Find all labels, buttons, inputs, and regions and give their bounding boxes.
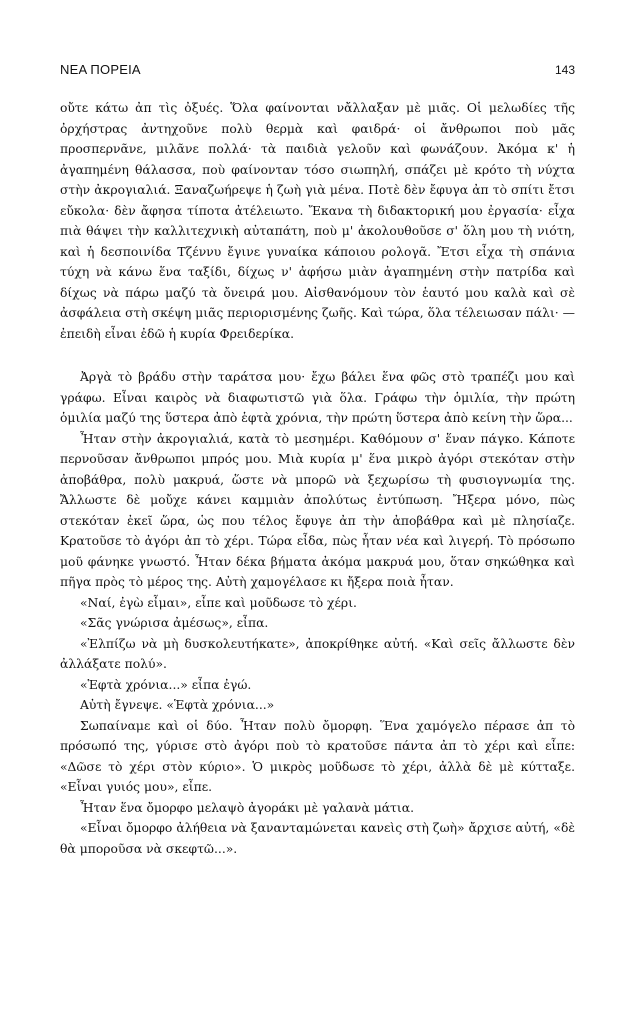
page-number: 143 <box>554 63 575 77</box>
paragraph: Αὐτὴ ἔγνεψε. «Ἑφτὰ χρόνια...» <box>80 698 275 712</box>
body-text <box>60 98 575 859</box>
section-break <box>60 344 575 367</box>
paragraph: Σωπαίναμε καὶ οἱ δύο. Ἦταν πολὺ ὄμορφη. Ἕνα χαμόγελο πέρασε ἀπ τὸ πρόσωπό της, γύρισε στὸ ἀγόρι ποὺ τὸ κρατοῦσε πάντα ἀπ τὸ χέρι καὶ εἶπε: «Δῶσε τὸ χέρι στὸν κύριο». Ὁ μικρὸς μοῦδωσε τὸ χέρι, ἀλλὰ δὲ μὲ κύτταξε. «Εἶναι γυιός μου», εἶπε. <box>60 718 575 794</box>
paragraph: «Ἐλπίζω νὰ μὴ δυσκολευτήκατε», ἀποκρίθηκε αὐτή. «Καὶ σεῖς ἄλλωστε δὲν ἀλλάξατε πολύ». <box>60 636 575 671</box>
paragraph: Ἀργὰ τὸ βράδυ στὴν ταράτσα μου· ἔχω βάλει ἕνα φῶς στὸ τραπέζι μου καὶ γράφω. Εἶναι καιρὸς νὰ διαφωτιστῶ γιὰ ὅλα. Γράφω τὴν ὁμιλία, τὴν πρώτη ὁμιλία μαζύ της ὕστερα ἀπὸ ἑφτὰ χρόνια, τὴν πρώτη ὕστερα ἀπὸ κείνη τὴν ὥρα... <box>60 370 575 425</box>
paragraph: «Ναί, ἐγὼ εἶμαι», εἶπε καὶ μοῦδωσε τὸ χέρι. <box>80 595 357 610</box>
book-page <box>60 62 575 859</box>
paragraph: Ἦταν στὴν ἀκρογιαλιά, κατὰ τὸ μεσημέρι. Καθόμουν σ' ἕναν πάγκο. Κάποτε περνοῦσαν ἄνθρωποι μπρός μου. Μιὰ κυρία μ' ἕνα μικρὸ ἀγόρι στεκόταν στὴν ἀποβάθρα, πολὺ μακρυά, ὥστε νὰ μπορῶ νὰ ξεχωρίσω τὴ φυσιογνωμία της. Ἄλλωστε δὲ μοὔχε κάνει καμμιὰν ἀπολύτως ἐντύπωση. Ἤξερα μόνο, πὼς στεκόταν ἐκεῖ ὥρα, ὡς που τέλος ἔφυγε ἀπ τὴν ἀποβάθρα καὶ μὲ πλησίαζε. Κρατοῦσε τὸ ἀγόρι ἀπ τὸ χέρι. Τώρα εἶδα, πὼς ἦταν νέα καὶ λιγερή. Τὸ πρόσωπο μοῦ φάνηκε γνωστό. Ἦταν δέκα βήματα ἀκόμα μακρυά μου, ὅταν σηκώθηκα καὶ πῆγα πρὸς τὸ μέρος της. Αὐτὴ χαμογέλασε κι ἤξερα ποιὰ ἦταν. <box>60 431 575 589</box>
running-head: ΝΕΑ ΠΟΡΕΙΑ <box>60 62 141 77</box>
paragraph: «Ἑφτὰ χρόνια...» εἶπα ἐγώ. <box>80 677 252 692</box>
paragraph: Ἦταν ἕνα ὄμορφο μελαψὸ ἀγοράκι μὲ γαλανὰ μάτια. <box>80 800 414 815</box>
paragraph: «Σᾶς γνώρισα ἀμέσως», εἶπα. <box>80 616 269 630</box>
paragraph: οὔτε κάτω ἀπ τὶς ὀξυές. Ὅλα φαίνονται νἄλλαξαν μὲ μιᾶς. Οἱ μελωδίες τῆς ὀρχήστρας ἀντηχοῦνε πολὺ θερμὰ καὶ φαιδρά· οἱ ἄνθρωποι ποὺ μᾶς προσπερνᾶνε, μιλᾶνε πολλά· τὰ παιδιὰ γελοῦν καὶ φωνάζουν. Ἀκόμα κ' ἡ ἀγαπημένη θάλασσα, ποὺ φαίνονταν τόσο σιωπηλή, σπάζει μὲ κρότο τὴ νύχτα στὴν ἀκρογιαλιά. Ξαναζωήρεψε ἡ ζωὴ γιὰ μένα. Ποτὲ δὲν ἔφυγα ἀπ τὸ σπίτι ἔτσι εὔκολα· δὲν ἄφησα τίποτα ἀτέλειωτο. Ἔκανα τὴ διδακτορική μου ἐργασία· εἶχα πιὰ θάψει τὴν καλλιτεχνικὴ αὐταπάτη, ποὺ μ' ἀκολουθοῦσε σ' ὅλη μου τὴ νιότη, καὶ ἡ δεσποινίδα Τζέννυ ἔγινε γυναίκα κάποιου ρολογᾶ. Ἔτσι εἶχα τὴ σπάνια τύχη νὰ κάνω ἕνα ταξίδι, δίχως ν' ἀφήσω μιὰν ἀγαπημένη στὴν πατρίδα καὶ δίχως νὰ πάρω μαζύ τὰ ὄνειρά μου. Αἰσθανόμουν τὸν ἑαυτό μου καλὰ καὶ σὲ ἀσφάλεια στὴ σκέψη μιᾶς περιορισμένης ζωῆς. Καὶ τώρα, ὅλα τέλειωσαν πάλι· —ἐπειδὴ εἶναι ἐδῶ ἡ κυρία Φρειδερίκα. <box>60 101 575 341</box>
paragraph: «Εἶναι ὄμορφο ἀλήθεια νὰ ξανανταμώνεται κανεὶς στὴ ζωὴ» ἄρχισε αὐτή, «δὲ θὰ μποροῦσα νὰ σκεφτῶ...». <box>60 821 575 856</box>
page-header <box>60 62 575 84</box>
